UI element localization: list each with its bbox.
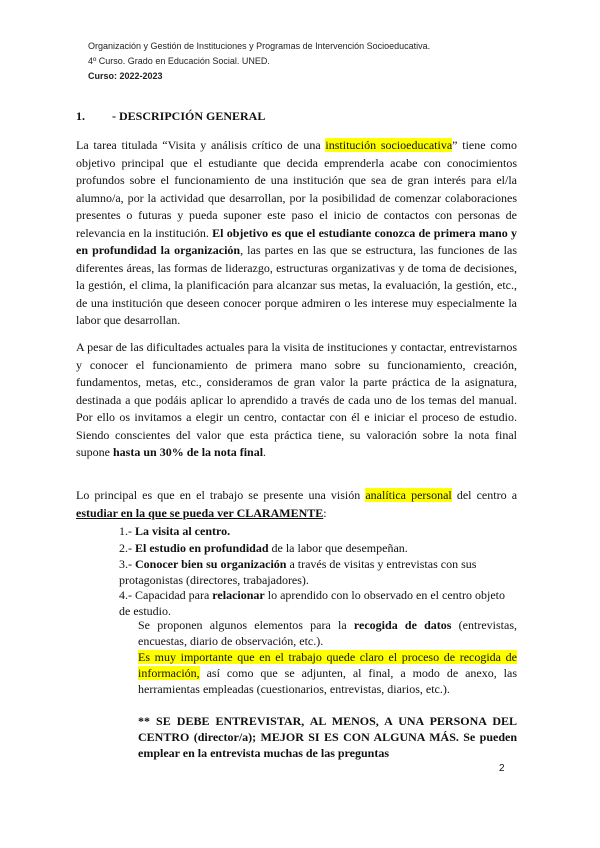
paragraph-3 (76, 487, 517, 522)
sub2-highlight: Es muy importante que en el trabajo quede claro el proceso de recogida de información, (138, 650, 517, 681)
list-item-3-number: 3.- (119, 557, 135, 571)
list-item-3-bold: Conocer bien su organización (135, 557, 287, 571)
para1-highlight: institución socioeducativa (325, 138, 453, 152)
sub3-bold: ** SE DEBE ENTREVISTAR, AL MENOS, A UNA PERSONA DEL CENTRO (director/a); MEJOR SI ES CON ALGUNA MÁS. Se pueden emplear en la entrevista muchas de las preguntas (138, 714, 517, 761)
header-line-2: 4º Curso. Grado en Educación Social. UNED. (88, 56, 270, 66)
section-number: 1. (76, 109, 85, 123)
para2-text-1: A pesar de las dificultades actuales para la visita de instituciones y contactar, entrevistarnos y conocer el funcionamiento de primera mano sobre su funcionamiento, creación, fundamentos, metas, etc., consideramos de gran valor la parte práctica de la asignatura, destinada a que podáis aplicar lo aprendido a través de cada uno de los temas del manual. Por ello os invitamos a elegir un centro, contactar con él e iniciar el proceso de estudio. Siendo conscientes del valor que esta práctica tiene, su valoración sobre la nota final supone (76, 340, 517, 459)
sub1-text-1: Se proponen algunos elementos para la (138, 618, 354, 632)
list-item-2 (119, 540, 517, 556)
list-item-1-bold: La visita al centro. (135, 524, 231, 538)
page-number: 2 (499, 763, 505, 774)
para3-text-2: del centro a (451, 488, 518, 502)
para2-bold: hasta un 30% de la nota final (113, 445, 264, 459)
paragraph-2 (76, 339, 517, 462)
sub-paragraph-3 (138, 713, 517, 762)
section-title (76, 109, 265, 124)
para3-bold-underline: estudiar en la que se pueda ver CLARAMENTE (76, 505, 324, 520)
list-item-4-text: lo aprendido con lo observado en el centro objeto de estudio. (119, 588, 505, 619)
para1-bold: El objetivo es que el estudiante conozca de primera mano y en profundidad la organización (76, 225, 518, 257)
para2-text-2: . (263, 445, 267, 459)
sub-paragraph-1 (138, 617, 517, 649)
header-course (88, 70, 163, 83)
list-item-2-bold: El estudio en profundidad (135, 541, 269, 555)
list-item-4-number: 4.- (119, 588, 135, 602)
course-label: Curso: (88, 71, 117, 81)
list-item-4-bold: relacionar (212, 588, 265, 602)
list-item-4-pre: Capacidad para (135, 588, 213, 602)
list-item-3 (119, 556, 517, 588)
sub1-bold: recogida de datos (353, 618, 452, 632)
list-item-3-text: a través de visitas y entrevistas con sus protagonistas (directores, trabajadores). (119, 557, 477, 588)
list-item-4 (119, 587, 517, 619)
paragraph-1 (76, 137, 517, 330)
sub1-text-2: (entrevistas, encuestas, diario de observación, etc.). (138, 618, 517, 649)
section-title-text: - DESCRIPCIÓN GENERAL (112, 109, 266, 123)
list-item-1 (119, 523, 517, 539)
course-value: 2022-2023 (119, 71, 163, 81)
sub-paragraph-2 (138, 649, 517, 698)
header-line-1: Organización y Gestión de Instituciones y Programas de Intervención Socioeducativa. (88, 41, 431, 51)
list-item-2-number: 2.- (119, 541, 135, 555)
para1-text-3: , las partes en las que se estructura, las funciones de las diferentes áreas, las formas de liderazgo, estructuras organizativas y de toma de decisiones, la gestión, el clima, la planificación para alcanzar sus metas, la evaluación, la gestión, etc., de una institución que deseen conocer porque admiren o les interese muy especialmente la labor que desarrollan. (76, 243, 517, 327)
para1-text-2: ” tiene como objetivo principal que el estudiante que decida emprenderla acabe con conocimientos profundos sobre el funcionamiento de una institución que sea de gran interés para el/la alumno/a, por la actividad que desarrollan, por la posibilidad de comenzar colaboraciones presentes o futuras y pueda suponer este paso el inicio de contactos con personas de relevancia en la institución. (76, 138, 517, 240)
list-item-1-number: 1.- (119, 524, 135, 538)
para3-text-1: Lo principal es que en el trabajo se presente una visión (76, 488, 366, 502)
para3-text-3: : (323, 505, 327, 520)
list-item-2-text: de la labor que desempeñan. (268, 541, 408, 555)
sub2-text-1: así como que se adjunten, al final, a modo de anexo, las herramientas empleadas (cuestionarios, entrevistas, diarios, etc.). (138, 666, 517, 697)
para1-text-1: La tarea titulada “Visita y análisis crítico de una (76, 138, 326, 152)
para3-highlight: analítica personal (365, 488, 452, 502)
